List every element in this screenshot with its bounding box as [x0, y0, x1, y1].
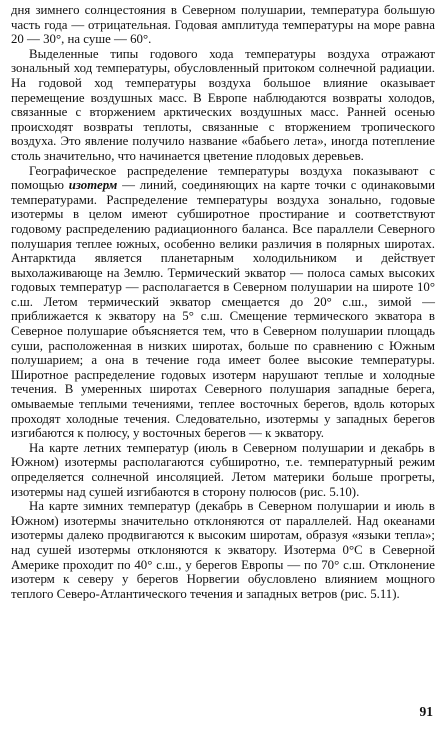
paragraph-text: — линий, соединяющих на карте точки с одинаковыми температурами. Распределение температуры воздуха зонально, годовые изотермы в целом имеют субширотное простирание и соответствуют годовому распределению радиационного баланса. Все параллели Северного полушария теплее южных, особенно велики различия в полярных широтах. Антарктида является планетарным холодильником и действует выхолаживающе на Землю. Термический экватор — полоса самых высоких годовых температур — располагается в Северном полушарии на широте 10° с.ш. Летом термический экватор смещается до 20° с.ш., зимой — приближается к экватору на 5° с.ш. Смещение термического экватора в Северное полушарие объясняется тем, что в Северном полушарии площадь суши, расположенная в низких широтах, больше по сравнению с Южным полушарием; а она в течение года имеет более высокие температуры. Широтное распределение годовых изотерм нарушают теплые и холодные течения. В умеренных широтах Северного полушария западные берега, омываемые теплыми течениями, теплее восточных берегов, вдоль которых проходят холодные течения. Следовательно, изотермы у западных берегов изгибаются к полюсу, у восточных берегов — к экватору. — [11, 178, 435, 441]
paragraph-text: Географическое распределение температуры воздуха показывают с помощью — [11, 163, 435, 193]
paragraph-summer-map — [11, 441, 435, 499]
paragraph-text: Выделенные типы годового хода температуры воздуха отражают зональный ход температуры, обусловленный притоком солнечной радиации. На годовой ход температуры воздуха большое влияние оказывает перемещение воздушных масс. В Европе наблюдаются возвраты холодов, связанные с вторжением арктических воздушных масс. Ранней осенью происходят возвраты теплоты, связанные с вторжением тропического воздуха. Это явление получило название «бабьего лета», иногда потепление столь значительно, что начинается цветение плодовых деревьев. — [11, 46, 435, 163]
paragraph-text: На карте зимних температур (декабрь в Северном полушарии и июль в Южном) изотермы значительно отклоняются от параллелей. Над океанами изотермы далеко продвигаются к высоким широтам, образуя «языки тепла»; над сушей изотермы отклоняются к экватору. Изотерма 0°C в Северной Америке проходит по 40° с.ш., у берегов Европы — по 70° с.ш. Отклонение изотерм к северу у берегов Норвегии обусловлено влиянием мощного теплого Северо-Атлантического течения и западных ветров (рис. 5.11). — [11, 499, 435, 601]
term-isotherms: изотерм — [68, 178, 118, 193]
paragraph-text: На карте летних температур (июль в Северном полушарии и декабрь в Южном) изотермы располагаются субширотно, т.е. температурный режим определяется солнечной инсоляцией. Летом материки больше прогреты, изотермы над сушей изгибаются в сторону полюсов (рис. 5.10). — [11, 440, 435, 499]
paragraph-text: дня зимнего солнцестояния в Северном полушарии, температура большую часть года — отрицательная. Годовая амплитуда температуры на море равна 20 — 30°, на суше — 60°. — [11, 3, 435, 47]
page-number: 91 — [419, 704, 433, 720]
paragraph-winter-map — [11, 499, 435, 601]
paragraph-continuation — [11, 3, 435, 47]
paragraph-temperature-types — [11, 47, 435, 164]
paragraph-geographic-distribution — [11, 164, 435, 441]
